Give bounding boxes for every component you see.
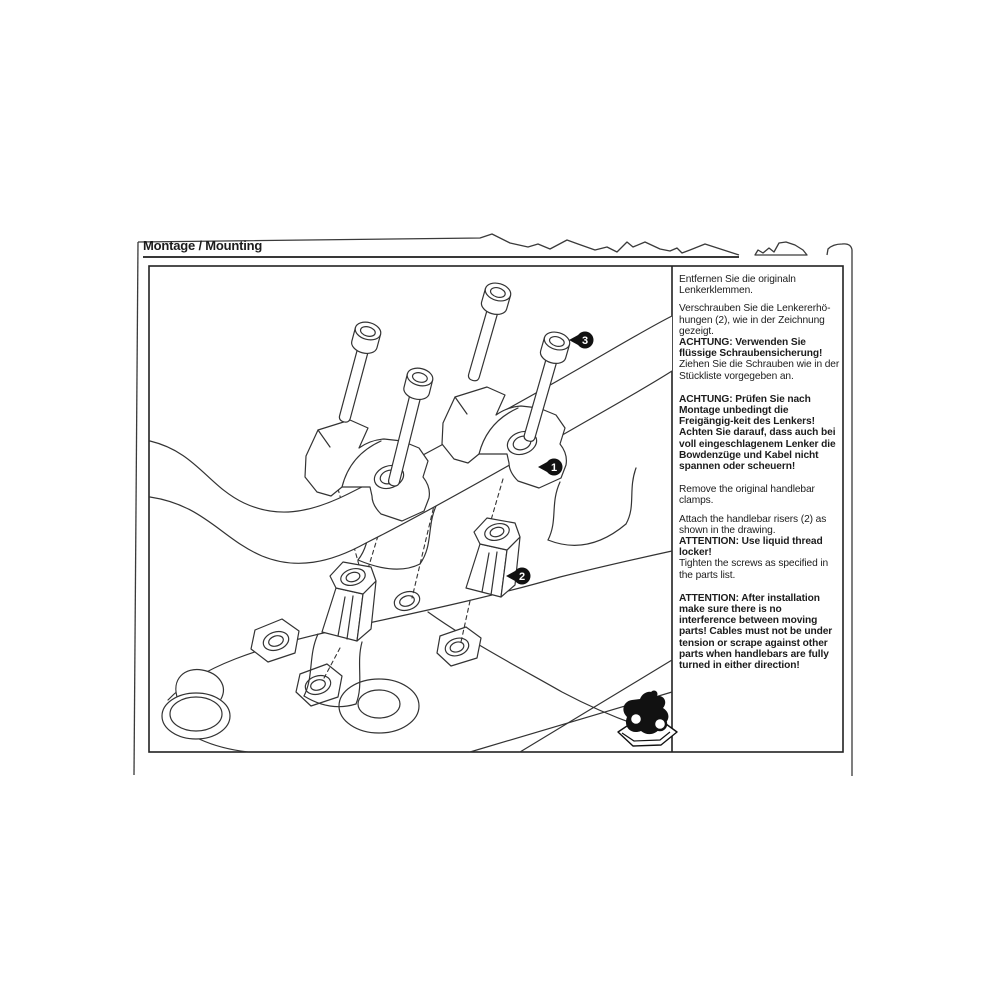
instruction-en-2: Attach the handlebar risers (2) as shown in the drawing. — [679, 513, 827, 536]
instruction-de-2: Verschrauben Sie die Lenkererhö-hungen (2), wie in der Zeichnung gezeigt. — [679, 303, 831, 337]
instruction-en-warning-2: ATTENTION: After installation make sure there is no interference between moving parts! Cables must not be under tension or scrape against other parts when handlebars are fully turned in either direction! — [679, 592, 833, 672]
callout-3-label: 3 — [581, 335, 589, 347]
screw-1 — [331, 319, 383, 425]
callout-3 — [569, 332, 594, 349]
instruction-en-3: Tighten the screws as specified in the parts list. — [679, 558, 829, 581]
screw-3 — [460, 280, 513, 384]
riser-block-right — [466, 518, 520, 597]
instruction-column — [679, 274, 841, 671]
page-title: Montage / Mounting — [143, 238, 263, 253]
callout-1-label: 1 — [550, 462, 558, 474]
instruction-de-1: Entfernen Sie die originaln Lenkerklemmen. — [679, 274, 796, 297]
handlebar — [150, 316, 672, 563]
technical-drawing — [150, 280, 672, 752]
steering-nut — [339, 679, 419, 733]
riser-block-left — [322, 562, 376, 641]
callout-2-label: 2 — [518, 571, 526, 583]
instruction-en-warning-1: ATTENTION: Use liquid thread locker! — [679, 536, 823, 559]
fork-cap-left — [162, 670, 230, 739]
instruction-de-warning-1: ACHTUNG: Verwenden Sie flüssige Schraubensicherung! — [679, 337, 823, 360]
instruction-de-3: Ziehen Sie die Schrauben wie in der Stückliste vorgegeben an. — [679, 359, 840, 382]
instruction-de-warning-2: ACHTUNG: Prüfen Sie nach Montage unbedingt die Freigängig-keit des Lenkers! Achten Sie darauf, dass auch bei voll eingeschlagenem Lenker die Bowdenzüge und Kabel nicht spannen oder scheuern! — [679, 393, 836, 473]
motorcycle-wheelie-icon — [618, 691, 677, 747]
instruction-en-1: Remove the original handlebar clamps. — [679, 484, 815, 507]
